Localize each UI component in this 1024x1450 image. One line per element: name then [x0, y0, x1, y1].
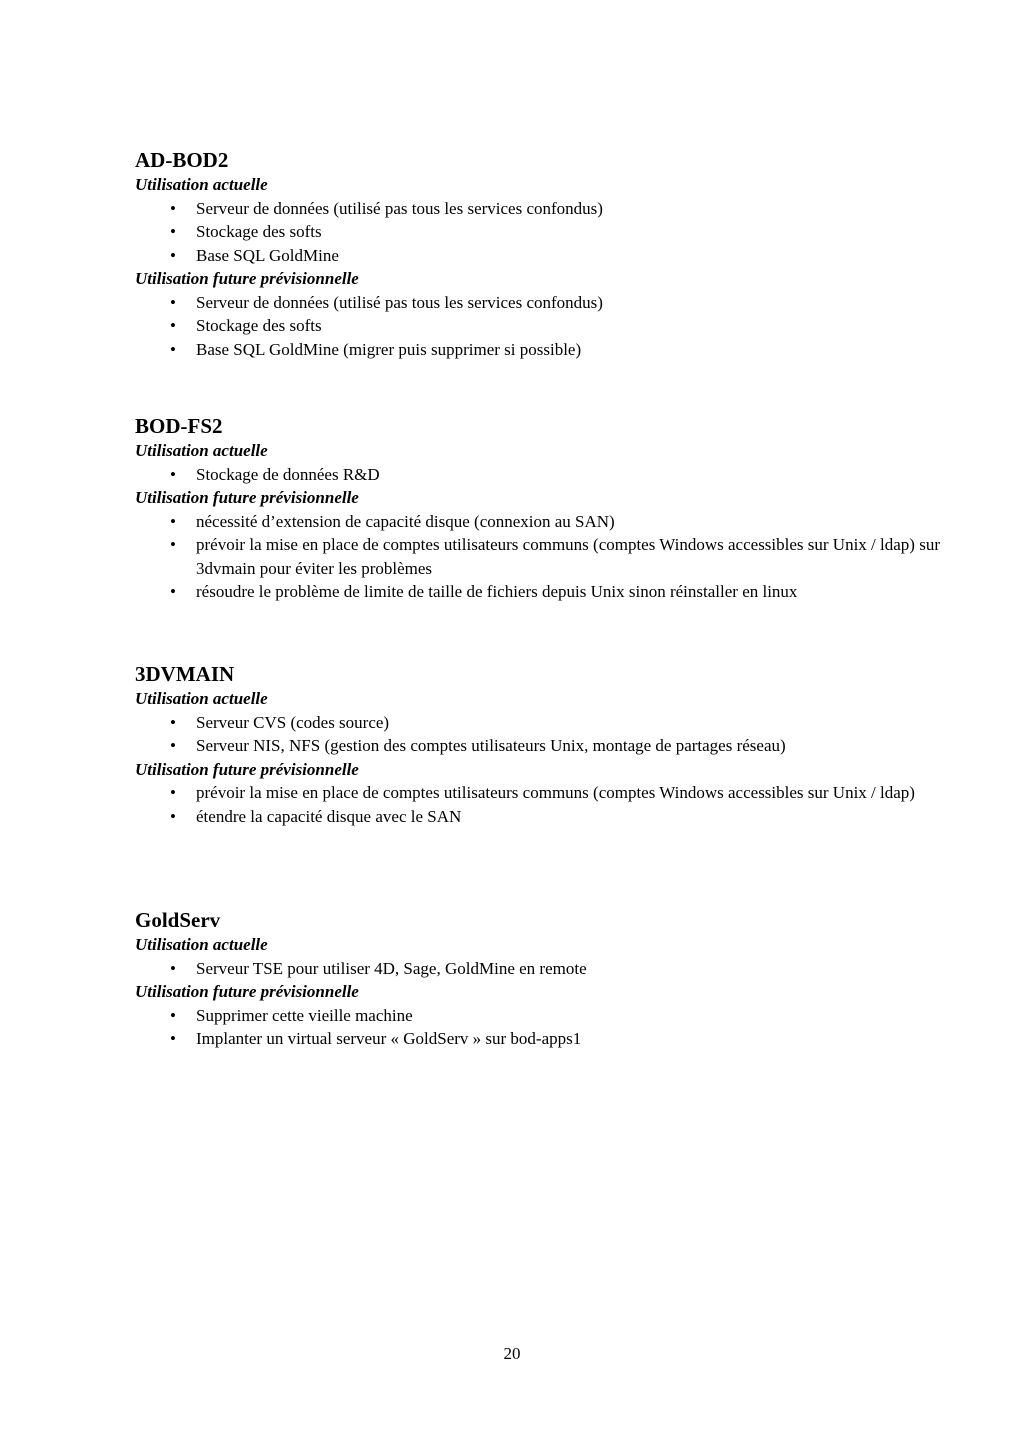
current-usage-heading: Utilisation actuelle: [135, 689, 268, 708]
current-usage-list: [135, 711, 955, 758]
list-item: [135, 734, 955, 758]
future-usage-heading: Utilisation future prévisionnelle: [135, 982, 359, 1001]
bullet-icon: •: [170, 535, 176, 554]
list-item-text: Serveur NIS, NFS (gestion des comptes utilisateurs Unix, montage de partages réseau): [196, 736, 786, 755]
list-item: [135, 1004, 955, 1028]
future-usage-list: [135, 510, 955, 604]
list-item: [135, 533, 955, 580]
bullet-icon: •: [170, 464, 176, 484]
section-title: 3DVMAIN: [135, 662, 235, 686]
bullet-icon: •: [170, 316, 176, 335]
list-item: [135, 805, 955, 829]
list-item: [135, 220, 955, 244]
list-item-text: nécessité d’extension de capacité disque (connexion au SAN): [196, 511, 615, 531]
bullet-icon: •: [170, 1029, 176, 1048]
list-item-text: Serveur CVS (codes source): [196, 712, 390, 732]
future-usage-heading: Utilisation future prévisionnelle: [135, 759, 359, 779]
list-item-text: Supprimer cette vieille machine: [196, 1005, 413, 1025]
list-item: [135, 781, 955, 805]
list-item-text: Serveur TSE pour utiliser 4D, Sage, GoldMine en remote: [196, 958, 587, 978]
list-item-text: Implanter un virtual serveur « GoldServ » sur bod-apps1: [196, 1029, 582, 1048]
list-item-text: Base SQL GoldMine (migrer puis supprimer si possible): [196, 339, 582, 359]
bullet-icon: •: [170, 198, 176, 218]
section-goldserv: [135, 907, 955, 1051]
current-usage-list: [135, 463, 955, 487]
future-usage-list: [135, 1004, 955, 1051]
bullet-icon: •: [170, 1005, 176, 1025]
list-item: [135, 711, 955, 735]
future-usage-heading: Utilisation future prévisionnelle: [135, 269, 359, 288]
bullet-icon: •: [170, 292, 176, 312]
section-ad-bod2: [135, 147, 955, 361]
list-item: [135, 957, 955, 981]
bullet-icon: •: [170, 582, 176, 601]
future-usage-list: [135, 781, 955, 828]
list-item: [135, 580, 955, 604]
list-item-text: Serveur de données (utilisé pas tous les services confondus): [196, 198, 603, 218]
bullet-icon: •: [170, 736, 176, 755]
bullet-icon: •: [170, 806, 176, 826]
section-title: BOD-FS2: [135, 414, 223, 438]
current-usage-heading: Utilisation actuelle: [135, 935, 268, 954]
current-usage-heading: Utilisation actuelle: [135, 441, 268, 460]
list-item-text: Stockage de données R&D: [196, 464, 380, 484]
bullet-icon: •: [170, 783, 176, 802]
current-usage-heading: Utilisation actuelle: [135, 175, 268, 194]
list-item: [135, 510, 955, 534]
section-3dvmain: [135, 661, 955, 828]
list-item: [135, 314, 955, 338]
section-title: AD-BOD2: [135, 148, 229, 172]
list-item-text: Stockage des softs: [196, 316, 322, 335]
list-item-text: prévoir la mise en place de comptes utilisateurs communs (comptes Windows accessibles sur Unix / ldap) sur 3dvmain pour éviter les problèmes: [196, 535, 940, 578]
section-title: GoldServ: [135, 908, 221, 932]
future-usage-heading: Utilisation future prévisionnelle: [135, 488, 359, 507]
current-usage-list: [135, 197, 955, 268]
bullet-icon: •: [170, 712, 176, 732]
list-item: [135, 291, 955, 315]
list-item: [135, 463, 955, 487]
bullet-icon: •: [170, 222, 176, 241]
section-bod-fs2: [135, 413, 955, 604]
list-item: [135, 1027, 955, 1051]
list-item-text: étendre la capacité disque avec le SAN: [196, 806, 462, 826]
future-usage-list: [135, 291, 955, 362]
bullet-icon: •: [170, 958, 176, 978]
list-item-text: résoudre le problème de limite de taille de fichiers depuis Unix sinon réinstaller en linux: [196, 582, 798, 601]
list-item-text: prévoir la mise en place de comptes utilisateurs communs (comptes Windows accessibles sur Unix / ldap): [196, 783, 915, 802]
list-item-text: Base SQL GoldMine: [196, 245, 339, 265]
list-item: [135, 244, 955, 268]
list-item: [135, 338, 955, 362]
list-item: [135, 197, 955, 221]
page-number: 20: [503, 1344, 521, 1363]
bullet-icon: •: [170, 339, 176, 359]
list-item-text: Serveur de données (utilisé pas tous les services confondus): [196, 292, 603, 312]
bullet-icon: •: [170, 511, 176, 531]
current-usage-list: [135, 957, 955, 981]
bullet-icon: •: [170, 245, 176, 265]
list-item-text: Stockage des softs: [196, 222, 322, 241]
